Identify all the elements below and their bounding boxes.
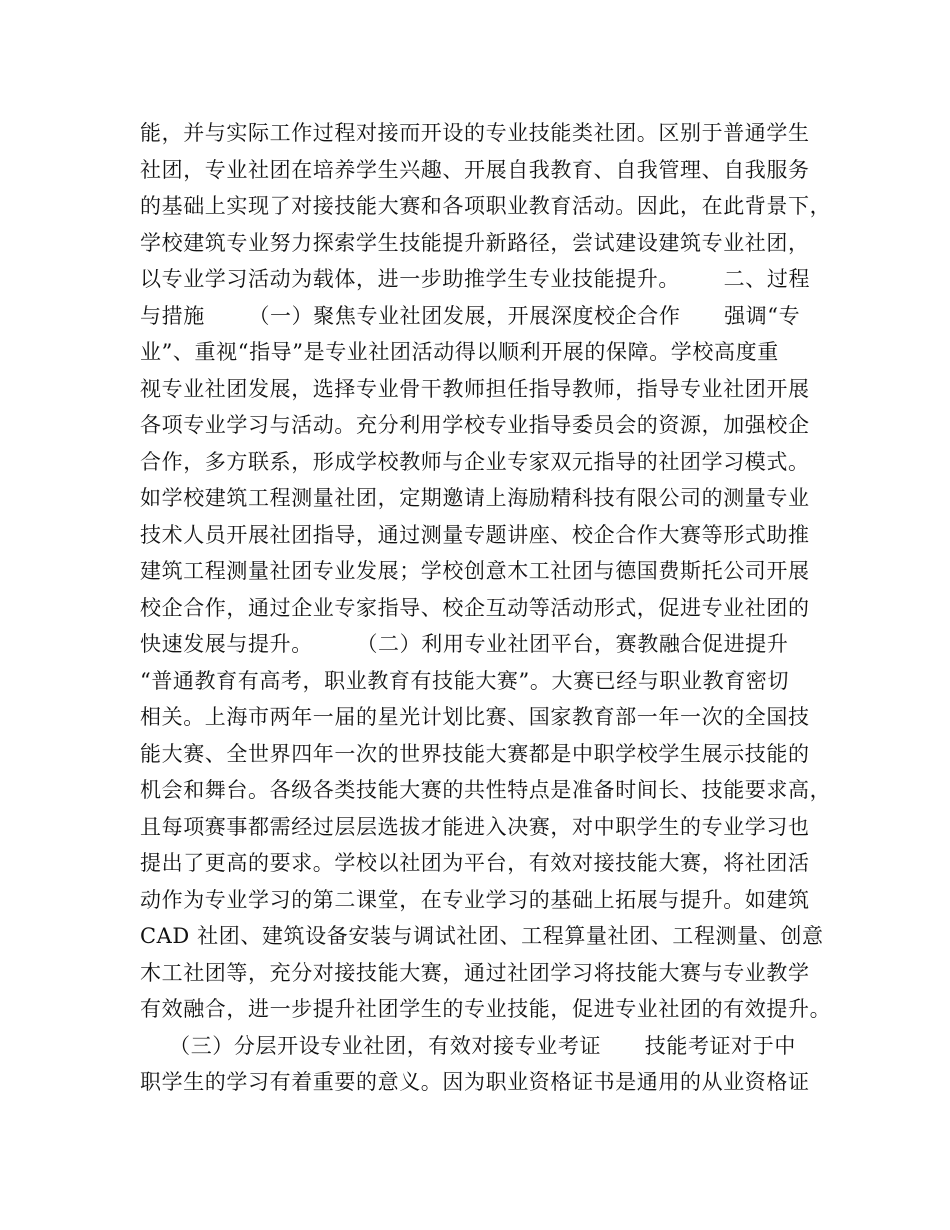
text-line-3: 的基础上实现了对接技能大赛和各项职业教育活动。因此，在此背景下，	[140, 194, 832, 218]
text-line-20: 且每项赛事都需经过层层选拔才能进入决赛，对中职学生的专业学习也	[140, 814, 810, 839]
text-line-14: 校企合作，通过企业专家指导、校企互动等活动形式，促进专业社团的	[140, 595, 810, 620]
text-line-6: 与措施 （一）聚焦专业社团发展，开展深度校企合作 强调“专	[140, 303, 801, 328]
text-line-27: 职学生的学习有着重要的意义。因为职业资格证书是通用的从业资格证	[140, 1070, 810, 1094]
text-line-18: 能大赛、全世界四年一次的世界技能大赛都是中职学校学生展示技能的	[140, 741, 810, 766]
text-line-8: 视专业社团发展，选择专业骨干教师担任指导教师，指导专业社团开展	[140, 376, 810, 401]
text-line-17: 相关。上海市两年一届的星光计划比赛、国家教育部一年一次的全国技	[140, 705, 810, 729]
text-line-9: 各项专业学习与活动。充分利用学校专业指导委员会的资源，加强校企	[140, 413, 810, 437]
text-line-13: 建筑工程测量社团专业发展；学校创意木工社团与德国费斯托公司开展	[140, 559, 810, 583]
text-line-26: （三）分层开设专业社团，有效对接专业考证 技能考证对于中	[140, 1033, 796, 1058]
text-line-1: 能，并与实际工作过程对接而开设的专业技能类社团。区别于普通学生	[140, 121, 810, 145]
text-line-15: 快速发展与提升。 （二）利用专业社团平台，赛教融合促进提升	[140, 632, 789, 656]
text-line-5: 以专业学习活动为载体，进一步助推学生专业技能提升。 二、过程	[140, 267, 811, 291]
text-line-19: 机会和舞台。各级各类技能大赛的共性特点是准备时间长、技能要求高，	[140, 778, 832, 802]
text-line-10: 合作，多方联系，形成学校教师与企业专家双元指导的社团学习模式。	[140, 449, 810, 474]
text-line-23: CAD 社团、建筑设备安装与调试社团、工程算量社团、工程测量、创意	[140, 924, 824, 948]
text-line-16: “普通教育有高考，职业教育有技能大赛”。大赛已经与职业教育密切	[140, 668, 790, 693]
text-line-12: 技术人员开展社团指导，通过测量专题讲座、校企合作大赛等形式助推	[140, 522, 810, 547]
text-line-11: 如学校建筑工程测量社团，定期邀请上海励精科技有限公司的测量专业	[140, 486, 810, 510]
text-line-2: 社团，专业社团在培养学生兴趣、开展自我教育、自我管理、自我服务	[140, 157, 810, 182]
text-line-25: 有效融合，进一步提升社团学生的专业技能，促进专业社团的有效提升。	[140, 997, 832, 1021]
text-line-22: 动作为专业学习的第二课堂，在专业学习的基础上拓展与提升。如建筑	[140, 887, 810, 912]
text-line-4: 学校建筑专业努力探索学生技能提升新路径，尝试建设建筑专业社团，	[140, 230, 810, 255]
text-line-24: 木工社团等，充分对接技能大赛，通过社团学习将技能大赛与专业教学	[140, 960, 810, 985]
text-line-7: 业”、重视“指导”是专业社团活动得以顺利开展的保障。学校高度重	[140, 340, 779, 364]
text-line-21: 提出了更高的要求。学校以社团为平台，有效对接技能大赛，将社团活	[140, 851, 810, 875]
body-text	[140, 115, 830, 1101]
